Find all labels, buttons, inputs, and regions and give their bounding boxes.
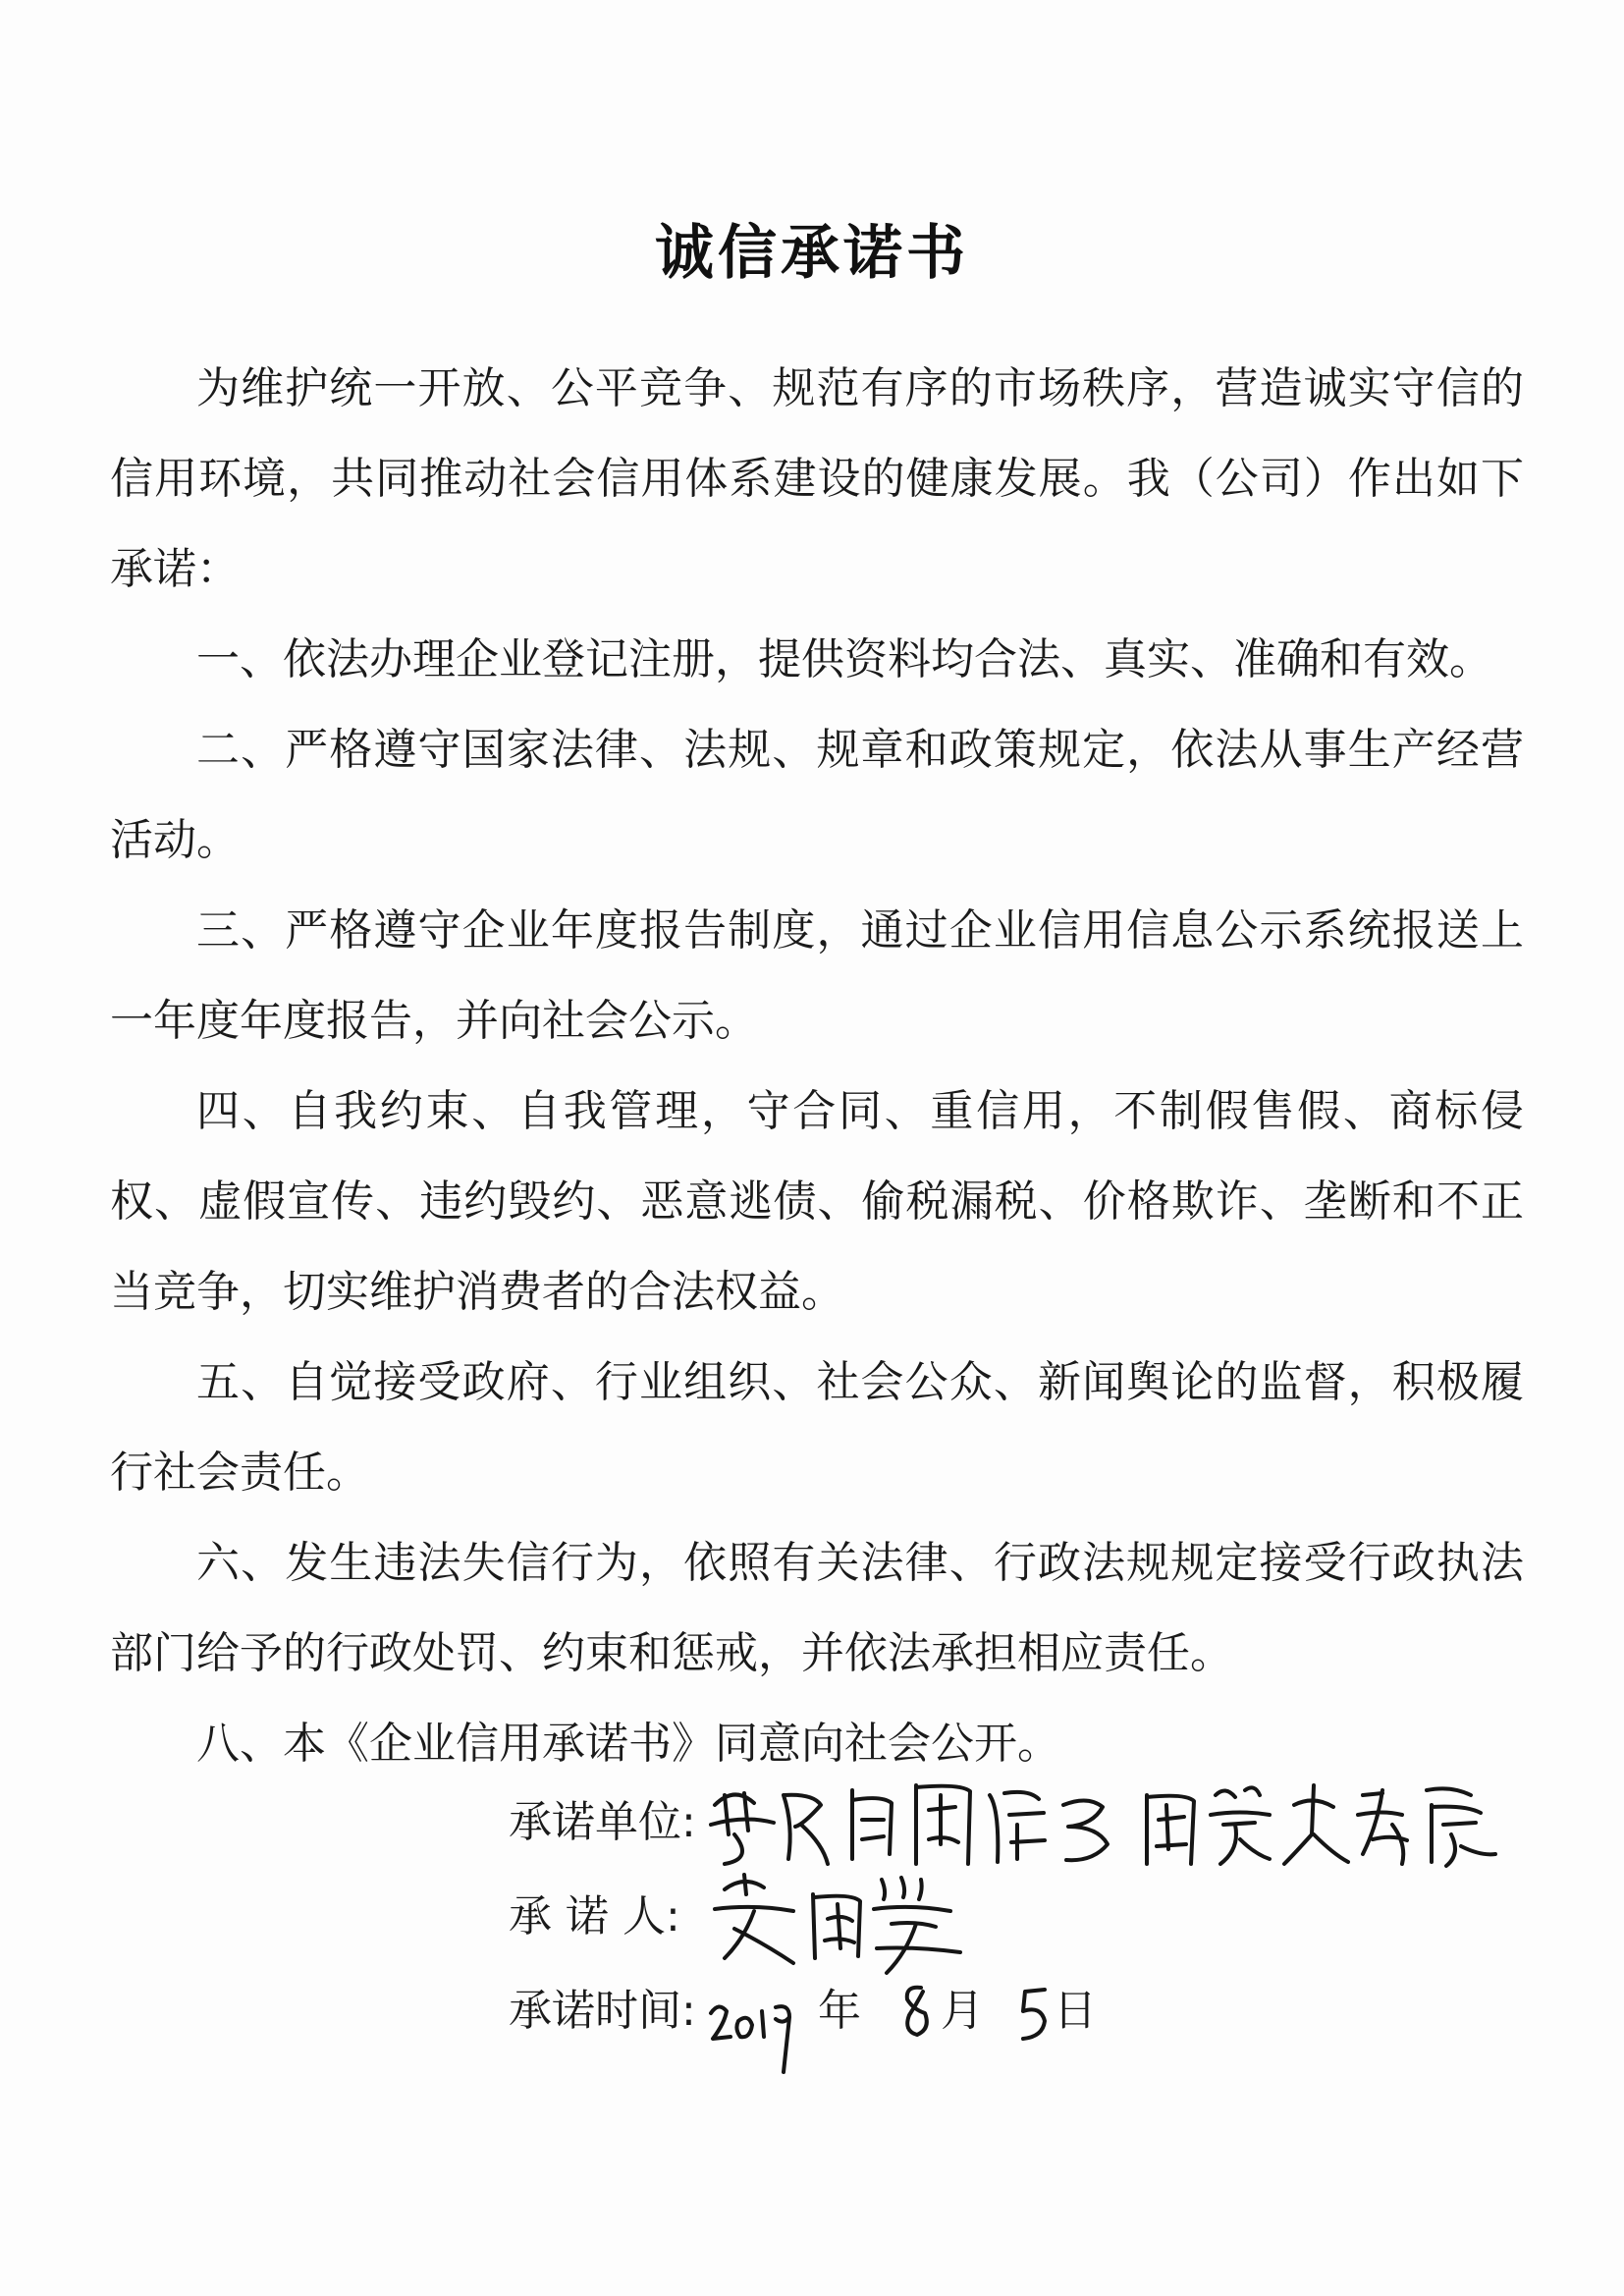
- signature-unit-label: 承诺单位:: [509, 1797, 696, 1847]
- date-month-unit: 月: [941, 1986, 984, 2036]
- signature-person-label: 承 诺 人:: [509, 1891, 680, 1941]
- signature-unit-row: [509, 1776, 1490, 1870]
- signature-block: [509, 1776, 1490, 2058]
- document-title: 诚信承诺书: [655, 219, 969, 288]
- date-year-unit: 年: [818, 1986, 861, 2036]
- paragraph-item-8: 八、本《企业信用承诺书》同意向社会公开。: [196, 1719, 1060, 1769]
- paragraph-item-4: 四、自我约束、自我管理，守合同、重信用，不制假售假、商标侵权、虚假宣传、违约毁约、恶意逃债、偷税漏税、价格欺诈、垄断和不正当竞争，切实维护消费者的合法权益。: [110, 1086, 1524, 1317]
- paragraph-item-2: 二、严格遵守国家法律、法规、规章和政策规定，依法从事生产经营活动。: [110, 725, 1524, 865]
- handwritten-month: [892, 1974, 941, 2052]
- signature-person-row: [509, 1870, 1490, 1964]
- signature-time-label: 承诺时间:: [509, 1986, 696, 2036]
- paragraph-item-3: 三、严格遵守企业年度报告制度，通过企业信用信息公示系统报送上一年度年度报告，并向社会公示。: [110, 905, 1524, 1046]
- paragraph-item-5: 五、自觉接受政府、行业组织、社会公众、新闻舆论的监督，积极履行社会责任。: [110, 1357, 1524, 1498]
- date-day-unit: 日: [1054, 1986, 1097, 2036]
- document-body: [110, 344, 1524, 1789]
- handwritten-day: [1009, 1976, 1058, 2054]
- paragraph-item-1: 一、依法办理企业登记注册，提供资料均合法、真实、准确和有效。: [196, 634, 1492, 684]
- paragraph-item-6: 六、发生违法失信行为，依照有关法律、行政法规规定接受行政执法部门给予的行政处罚、约束和惩戒，并依法承担相应责任。: [110, 1538, 1524, 1678]
- handwritten-year: [705, 1974, 813, 2082]
- signature-time-row: [509, 1964, 1490, 2058]
- paragraph-intro: 为维护统一开放、公平竞争、规范有序的市场秩序，营造诚实守信的信用环境，共同推动社会信用体系建设的健康发展。我（公司）作出如下承诺：: [110, 363, 1524, 594]
